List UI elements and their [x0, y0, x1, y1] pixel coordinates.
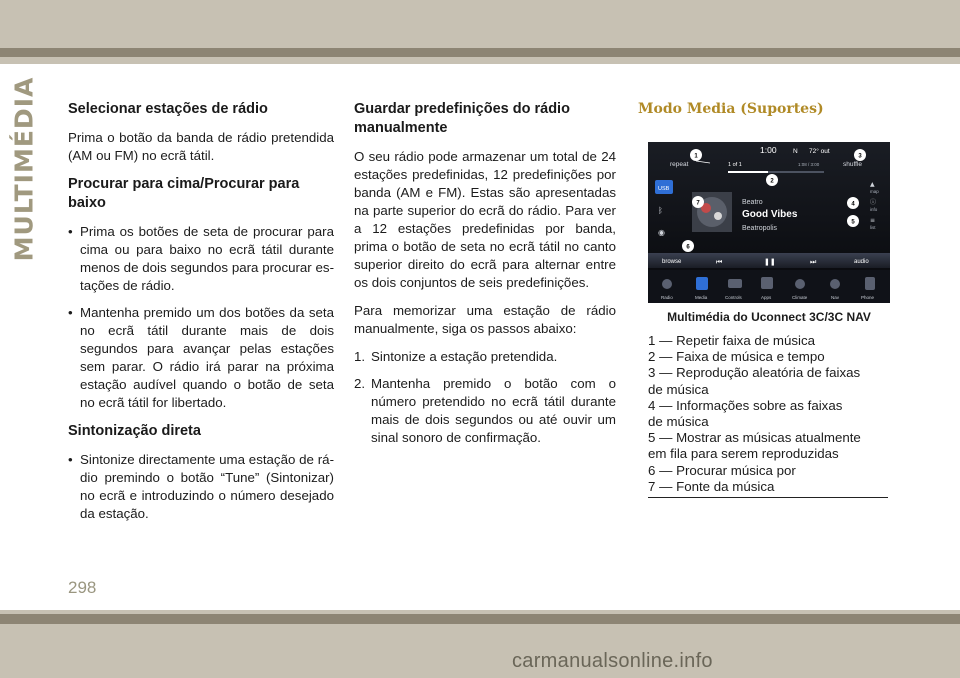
nav-label-radio: Radio: [661, 295, 673, 300]
album-art-dot: [714, 212, 722, 220]
legend-line: 3 — Reprodução aleatória de faixas: [648, 365, 861, 381]
top-stripe: [0, 48, 960, 57]
heading-presets: Guardar predefinições do rádio manualmente: [354, 101, 570, 136]
list-item: • Sintonize directamente uma estação de rádio premindo o botão “Tune” (Sintonizar) no ecrã e introduzindo o número desejado da estação.: [68, 451, 334, 523]
audio-button[interactable]: audio: [854, 259, 869, 265]
step-number: 2.: [354, 376, 366, 391]
heading-select-stations: Selecionar estações de rádio: [68, 101, 268, 117]
heading-seek: Procurar para cima/Procurar para baixo: [68, 176, 300, 211]
step-text: Mantenha premido o botão com o número pretendido no ecrã tátil durante mais de dois segundos ou até ouvir um sinal sonoro de confirmação.: [371, 376, 616, 445]
radio-icon[interactable]: [662, 279, 672, 289]
nav-label-controls: Controls: [725, 295, 742, 300]
heading-direct-tune: Sintonização direta: [68, 423, 201, 439]
list-item: • Prima os botões de seta de procurar para cima ou para baixo no ecrã tátil durante menos de dois segundos para procurar estações de rádio.: [68, 223, 334, 295]
figure-caption: Multimédia do Uconnect 3C/3C NAV: [667, 310, 871, 324]
shuffle-button[interactable]: shuffle: [843, 161, 863, 168]
map-label: map: [870, 189, 879, 194]
pause-icon[interactable]: ❚❚: [764, 258, 776, 266]
paragraph-select-stations: Prima o botão da banda de rádio pretendida (AM ou FM) no ecrã tátil.: [68, 130, 334, 163]
map-icon[interactable]: ▲: [870, 181, 875, 188]
callout-2-label: 2: [770, 178, 774, 185]
repeat-button[interactable]: repeat: [670, 161, 689, 168]
steps-list: [354, 348, 616, 447]
album-text: Beatropolis: [742, 225, 778, 232]
song-title-text: Good Vibes: [742, 209, 798, 220]
legend-line: em fila para serem reproduzidas: [648, 446, 839, 462]
seek-list: [68, 223, 334, 412]
temperature-text: 72° out: [809, 148, 830, 155]
column-2: [354, 100, 616, 456]
uconnect-screen-image: [648, 142, 890, 303]
paragraph-memorize: Para memorizar uma estação de rádio manualmente, siga os passos abaixo:: [354, 303, 616, 336]
column-3: [638, 100, 890, 119]
list-label: list: [870, 225, 876, 230]
legend-line: 7 — Fonte da música: [648, 478, 775, 494]
section-tab: [4, 76, 44, 262]
callout-7-label: 7: [696, 200, 700, 207]
bluetooth-icon[interactable]: ᛒ: [658, 206, 663, 215]
figure-legend: [648, 333, 888, 498]
bottom-band: [0, 610, 960, 678]
callout-1-label: 1: [694, 153, 698, 160]
nav-icon[interactable]: [830, 279, 840, 289]
legend-line: de música: [648, 414, 709, 430]
top-band: [0, 0, 960, 64]
paragraph-presets: O seu rádio pode armazenar um total de 24 estações predefinidas, 12 predefinições por banda (AM e FM). Estas são apresentadas na parte superior do ecrã do rádio. Para ver a 12 estações predefinidas por banda, prima o botão de seta no ecrã tátil no canto superior direito do ecrã para alternar entre os dois conjuntos de seis predefinições.: [354, 149, 616, 290]
legend-line: 2 — Faixa de música e tempo: [648, 349, 825, 365]
usb-label: USB: [658, 186, 670, 192]
callout-5-label: 5: [851, 219, 855, 226]
list-icon[interactable]: ≡: [870, 217, 876, 224]
direct-tune-list: [68, 451, 334, 523]
compass-text: N: [793, 148, 798, 155]
clock-text: 1:00: [760, 145, 777, 155]
nav-label-phone: Phone: [861, 295, 875, 300]
previous-track-icon[interactable]: ⏮: [716, 258, 723, 266]
list-item: [354, 375, 616, 447]
step-text: Sintonize a estação pretendida.: [371, 349, 558, 364]
phone-icon[interactable]: [865, 277, 875, 290]
artist-text: Beatro: [742, 199, 763, 206]
nav-label-climate: Climate: [792, 295, 808, 300]
legend-line: de música: [648, 381, 709, 397]
controls-icon[interactable]: [728, 279, 742, 288]
page-number: 298: [68, 578, 97, 597]
info-icon[interactable]: ⓘ: [870, 199, 877, 206]
legend-line: 5 — Mostrar as músicas atualmente: [648, 430, 861, 446]
section-tab-label: MULTIMÉDIA: [9, 76, 39, 262]
list-item: [354, 348, 616, 366]
uconnect-screen-svg: [648, 142, 890, 303]
nav-label-nav: Nav: [831, 295, 840, 300]
callout-4-label: 4: [851, 201, 855, 208]
legend-line: 4 — Informações sobre as faixas: [648, 397, 843, 413]
legend-line: 6 — Procurar música por: [648, 462, 796, 478]
info-label: info: [870, 207, 878, 212]
nav-label-apps: Apps: [761, 295, 772, 300]
list-item: • Mantenha premido um dos botões da seta no ecrã tátil durante mais de dois segundos para avançar pelas estações sem parar. O rádio irá parar na próxima estação audível quando o botão de seta no ecrã tátil for libertado.: [68, 304, 334, 412]
callout-6-label: 6: [686, 244, 690, 251]
watermark: carmanualsonline.info: [512, 650, 713, 672]
progress-fill: [728, 171, 768, 173]
column-1: [68, 100, 334, 533]
bottom-stripe: [0, 614, 960, 624]
apps-icon[interactable]: [761, 277, 773, 289]
aux-icon[interactable]: ◉: [658, 228, 665, 237]
callout-3-label: 3: [858, 153, 862, 160]
step-number: 1.: [354, 349, 366, 364]
legend-line: 1 — Repetir faixa de música: [648, 333, 816, 348]
track-time-text: 1:08 / 3:00: [798, 162, 820, 167]
climate-icon[interactable]: [795, 279, 805, 289]
browse-button[interactable]: browse: [662, 259, 682, 265]
heading-media-mode: Modo Media (Suportes): [638, 101, 824, 117]
media-icon[interactable]: [696, 277, 708, 290]
track-count-text: 1 of 1: [728, 162, 742, 168]
nav-label-media: Media: [695, 295, 708, 300]
next-track-icon[interactable]: ⏭: [810, 258, 817, 266]
